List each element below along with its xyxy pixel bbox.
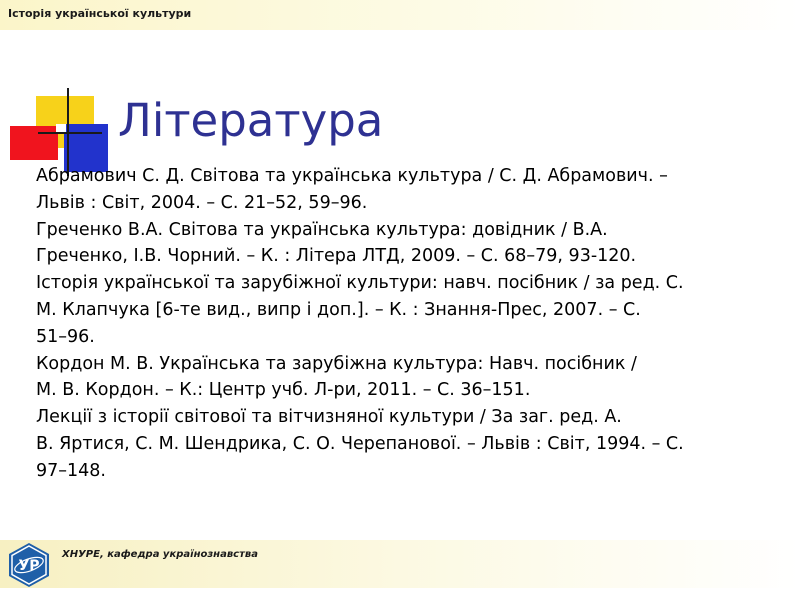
bibliography-line: 97–148.: [36, 460, 106, 481]
logo-text: УР: [18, 558, 40, 574]
bibliography-line: Греченко, І.В. Чорний. – К. : Літера ЛТД, 2009. – С. 68–79, 93-120.: [36, 246, 637, 267]
footer-bar: [0, 540, 800, 588]
bibliography-line: Історія української та зарубіжної культури: навч. посібник / за ред. С.: [36, 273, 684, 294]
bibliography-line: Греченко В.А. Світова та українська культура: довідник / В.А.: [36, 219, 608, 240]
bibliography-line: Львів : Світ, 2004. – С. 21–52, 59–96.: [36, 192, 368, 213]
bibliography-line: 51–96.: [36, 326, 95, 347]
bibliography-line: Абрамович С. Д. Світова та українська культура / С. Д. Абрамович. –: [36, 166, 668, 186]
decoration-horizontal-line: [38, 132, 102, 134]
bibliography-line: М. В. Кордон. – К.: Центр учб. Л-ри, 2011. – С. 36–151.: [36, 380, 531, 401]
header-bar: [0, 0, 800, 30]
bibliography-line: В. Яртися, С. М. Шендрика, С. О. Черепанової. – Львів : Світ, 1994. – С.: [36, 433, 684, 454]
bibliography-line: Лекції з історії світової та вітчизняної культури / За заг. ред. А.: [36, 407, 622, 428]
bibliography: [36, 163, 776, 485]
bibliography-line: Кордон М. В. Українська та зарубіжна культура: Навч. посібник /: [36, 353, 637, 374]
bibliography-line: М. Клапчука [6-те вид., випр і доп.]. – К. : Знання-Прес, 2007. – С.: [36, 299, 641, 320]
university-logo-icon: [6, 542, 52, 588]
header-title: Історія української культури: [8, 7, 192, 20]
slide-title: Література: [118, 94, 384, 147]
footer-text: ХНУРЕ, кафедра українознавства: [62, 549, 258, 560]
